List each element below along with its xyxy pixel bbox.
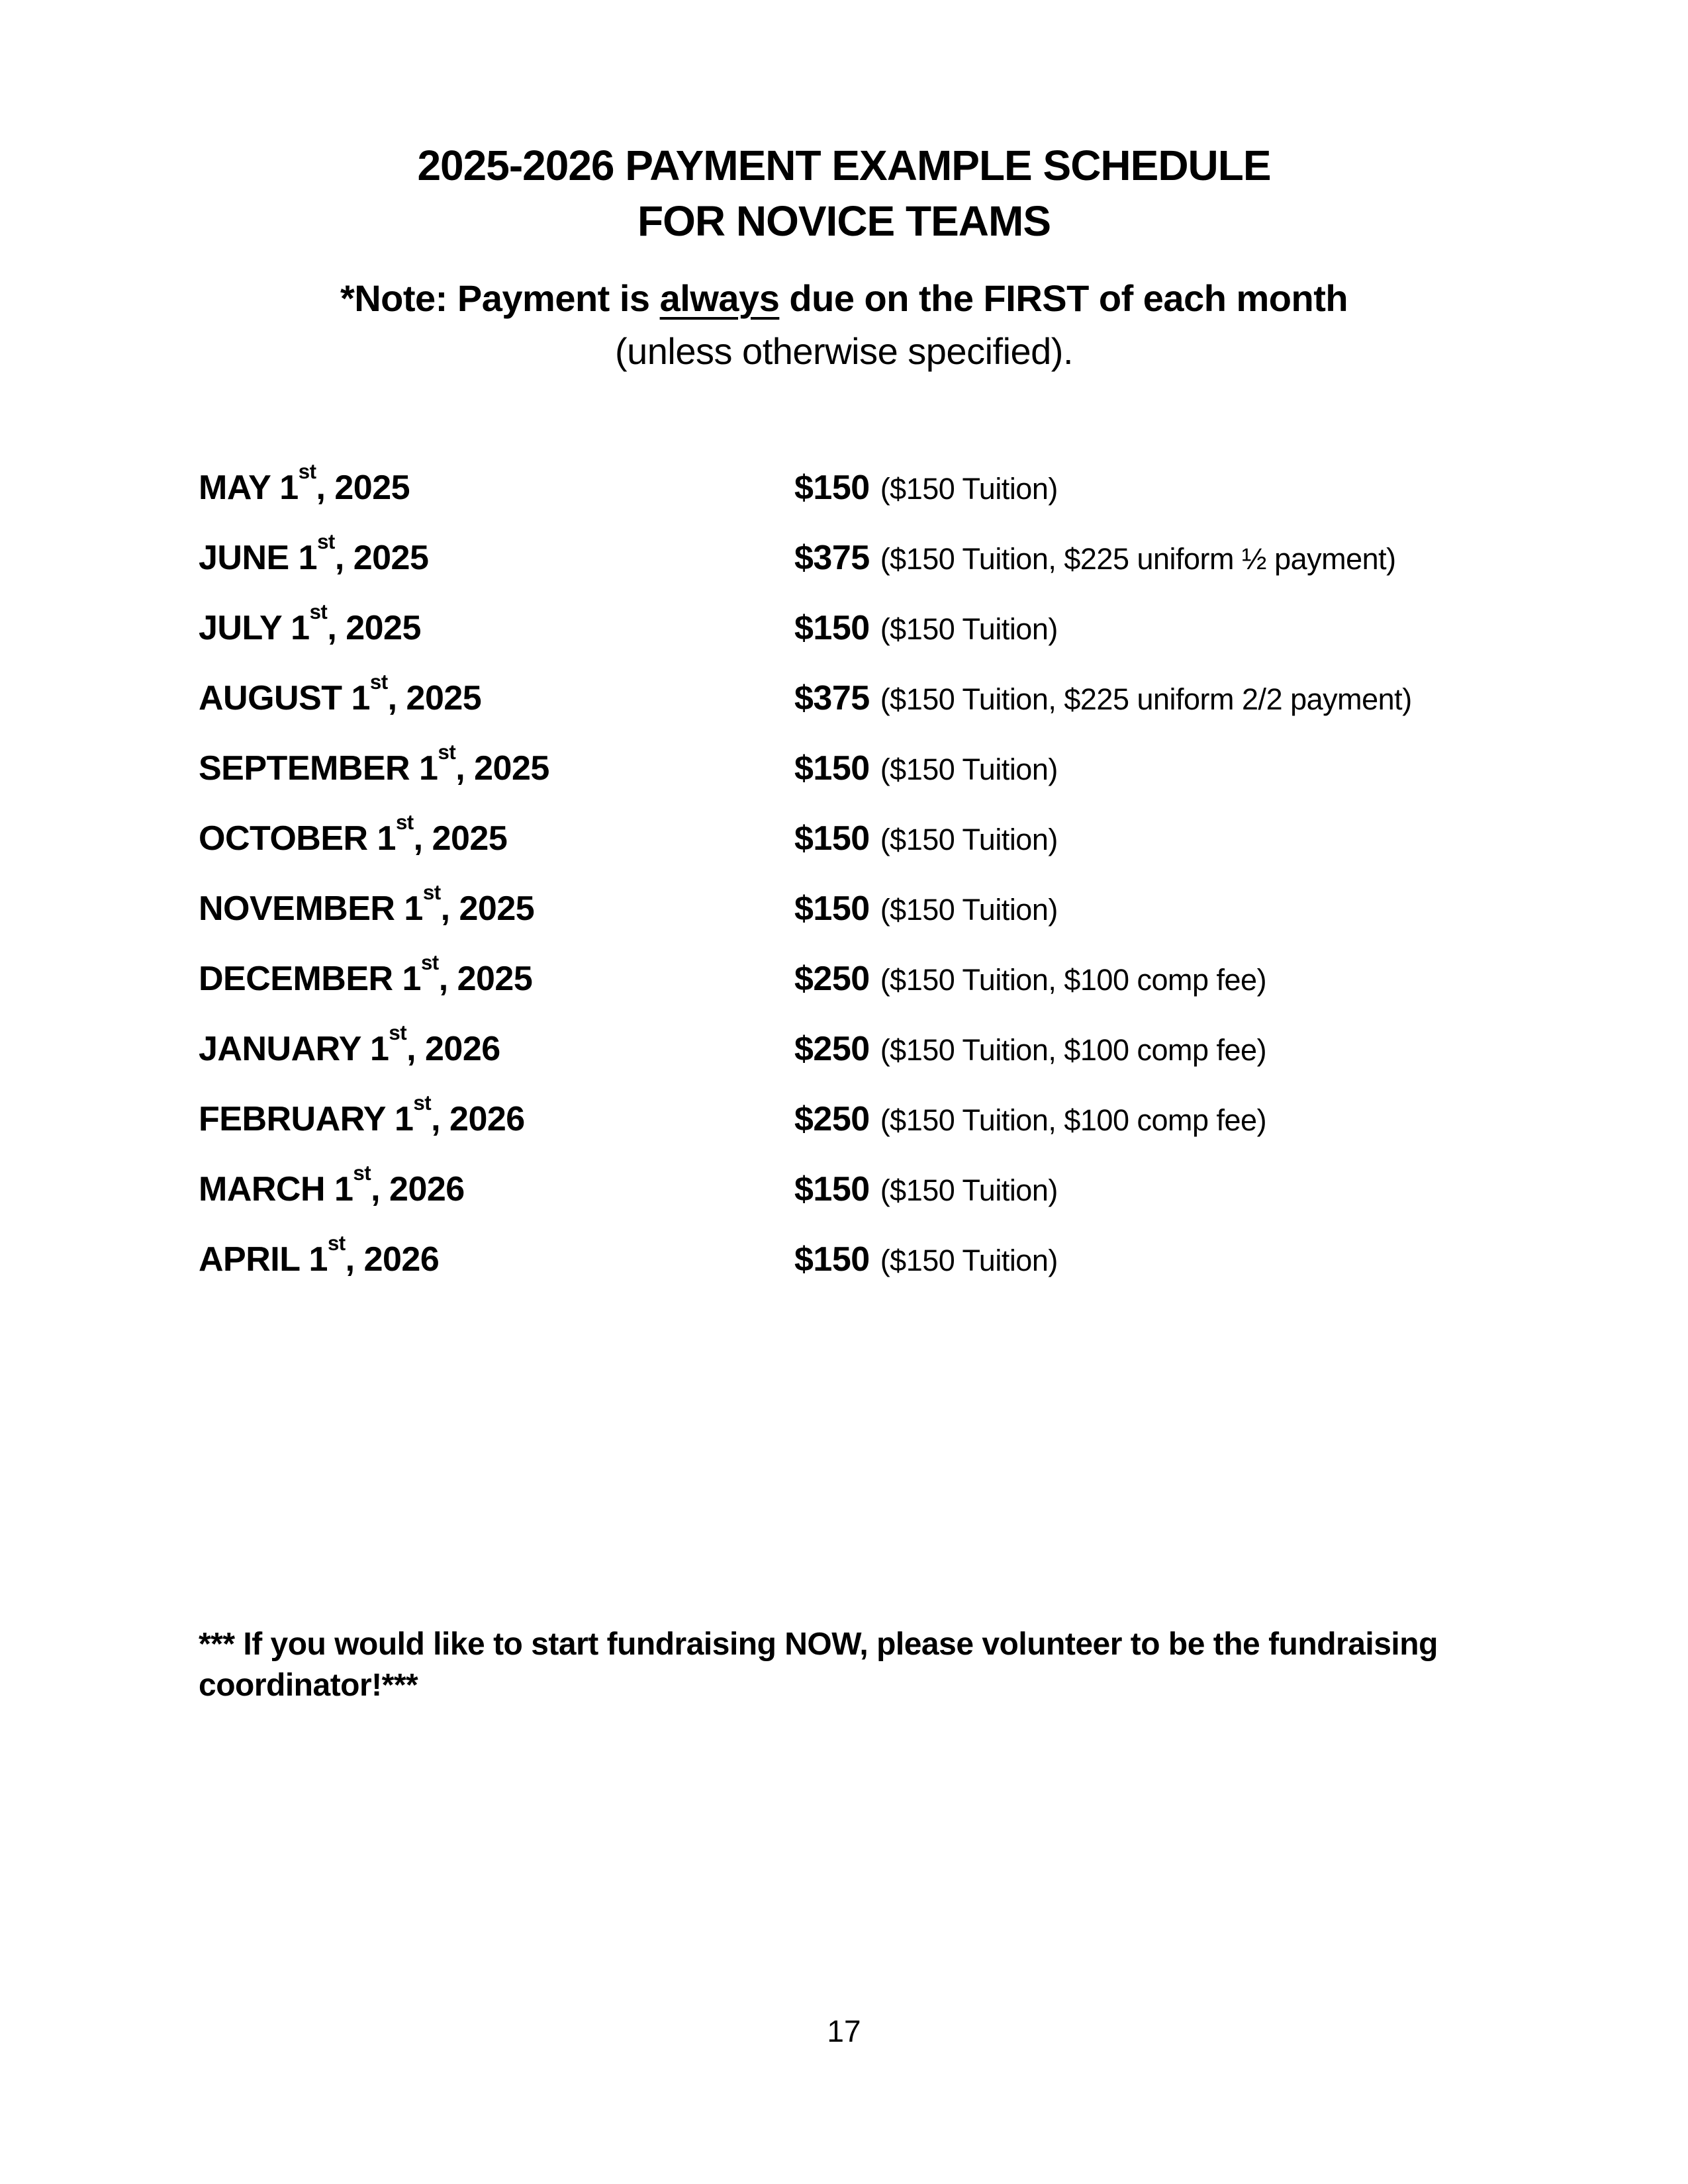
- amount-total: $150: [794, 749, 870, 788]
- date-ordinal: st: [389, 1021, 407, 1044]
- schedule-row: [199, 1161, 1489, 1236]
- title-line-2: FOR NOVICE TEAMS: [637, 197, 1051, 245]
- date-ordinal: st: [422, 880, 441, 904]
- note-line-1: [0, 272, 1688, 325]
- amount-detail: ($150 Tuition): [880, 893, 1058, 927]
- amount-detail: ($150 Tuition, $100 comp fee): [880, 963, 1267, 997]
- date-ordinal: st: [317, 529, 335, 553]
- fundraising-note: [199, 1624, 1489, 1706]
- date-ordinal: st: [369, 670, 388, 694]
- amount-total: $250: [794, 960, 870, 998]
- schedule-row: [199, 1021, 1489, 1096]
- date-ordinal: st: [395, 810, 414, 834]
- amount-total: $150: [794, 1170, 870, 1208]
- date-year: , 2026: [371, 1170, 465, 1208]
- payment-amount: [794, 1166, 1058, 1214]
- date-year: , 2025: [316, 469, 410, 507]
- schedule-row: [199, 950, 1489, 1026]
- payment-date: [199, 459, 794, 511]
- note-underlined-word: always: [659, 277, 780, 319]
- payment-date: [199, 529, 794, 581]
- amount-total: $375: [794, 679, 870, 717]
- amount-detail: ($150 Tuition): [880, 752, 1058, 786]
- amount-detail: ($150 Tuition, $225 uniform 2/2 payment): [880, 682, 1412, 716]
- amount-detail: ($150 Tuition): [880, 1244, 1058, 1277]
- date-ordinal: st: [413, 1091, 432, 1115]
- date-year: , 2025: [327, 609, 421, 647]
- amount-total: $150: [794, 609, 870, 647]
- payment-date: [199, 1231, 794, 1283]
- date-ordinal: st: [438, 740, 456, 764]
- date-year: , 2026: [406, 1030, 500, 1068]
- schedule-row: [199, 670, 1489, 745]
- note-suffix: due on the FIRST of each month: [779, 277, 1348, 319]
- schedule-row: [199, 810, 1489, 886]
- amount-detail: ($150 Tuition): [880, 612, 1058, 646]
- payment-schedule-list: [199, 459, 1489, 1306]
- date-month-day: NOVEMBER 1: [199, 889, 423, 928]
- note-line-2: (unless otherwise specified).: [614, 330, 1074, 372]
- payment-amount: [794, 1026, 1266, 1073]
- payment-note: [0, 272, 1688, 378]
- date-month-day: MARCH 1: [199, 1170, 353, 1208]
- page-title: [0, 138, 1688, 249]
- amount-total: $150: [794, 469, 870, 507]
- amount-detail: ($150 Tuition): [880, 823, 1058, 856]
- date-year: , 2025: [455, 749, 549, 788]
- payment-date: [199, 810, 794, 862]
- title-line-1: 2025-2026 PAYMENT EXAMPLE SCHEDULE: [417, 142, 1271, 189]
- schedule-row: [199, 529, 1489, 605]
- payment-date: [199, 1091, 794, 1142]
- date-year: , 2025: [334, 539, 429, 577]
- payment-amount: [794, 956, 1266, 1003]
- payment-amount: [794, 605, 1058, 653]
- date-year: , 2026: [431, 1100, 525, 1138]
- payment-amount: [794, 675, 1412, 723]
- date-ordinal: st: [298, 459, 316, 483]
- payment-amount: [794, 886, 1058, 933]
- payment-amount: [794, 535, 1396, 582]
- payment-date: [199, 950, 794, 1002]
- payment-date: [199, 880, 794, 932]
- date-month-day: SEPTEMBER 1: [199, 749, 438, 788]
- date-month-day: JANUARY 1: [199, 1030, 389, 1068]
- amount-total: $150: [794, 1240, 870, 1279]
- date-year: , 2026: [345, 1240, 440, 1279]
- fundraising-note-line-2: coordinator!***: [199, 1668, 418, 1703]
- amount-total: $150: [794, 819, 870, 858]
- amount-detail: ($150 Tuition): [880, 1173, 1058, 1207]
- date-ordinal: st: [420, 950, 439, 974]
- schedule-row: [199, 459, 1489, 535]
- amount-total: $250: [794, 1100, 870, 1138]
- date-month-day: DECEMBER 1: [199, 960, 421, 998]
- date-month-day: JULY 1: [199, 609, 310, 647]
- payment-amount: [794, 815, 1058, 863]
- payment-date: [199, 600, 794, 651]
- schedule-row: [199, 880, 1489, 956]
- payment-amount: [794, 1096, 1266, 1144]
- payment-date: [199, 1021, 794, 1072]
- page-number: 17: [827, 2014, 861, 2048]
- date-year: , 2025: [440, 889, 535, 928]
- payment-date: [199, 740, 794, 792]
- date-month-day: JUNE 1: [199, 539, 318, 577]
- date-ordinal: st: [309, 600, 328, 623]
- fundraising-note-line-1: *** If you would like to start fundraising NOW, please volunteer to be the fundraising: [199, 1627, 1438, 1662]
- date-month-day: APRIL 1: [199, 1240, 328, 1279]
- date-year: , 2025: [413, 819, 508, 858]
- date-ordinal: st: [327, 1231, 346, 1255]
- schedule-row: [199, 740, 1489, 815]
- payment-date: [199, 1161, 794, 1212]
- payment-date: [199, 670, 794, 721]
- amount-detail: ($150 Tuition, $100 comp fee): [880, 1033, 1267, 1067]
- payment-amount: [794, 1236, 1058, 1284]
- schedule-row: [199, 600, 1489, 675]
- payment-amount: [794, 465, 1058, 512]
- amount-detail: ($150 Tuition, $100 comp fee): [880, 1103, 1267, 1137]
- amount-detail: ($150 Tuition): [880, 472, 1058, 506]
- note-prefix: *Note: Payment is: [340, 277, 660, 319]
- amount-detail: ($150 Tuition, $225 uniform ½ payment): [880, 542, 1396, 576]
- schedule-row: [199, 1091, 1489, 1166]
- date-ordinal: st: [353, 1161, 371, 1185]
- date-month-day: OCTOBER 1: [199, 819, 396, 858]
- date-month-day: AUGUST 1: [199, 679, 370, 717]
- date-year: , 2025: [438, 960, 533, 998]
- schedule-row: [199, 1231, 1489, 1306]
- date-month-day: FEBRUARY 1: [199, 1100, 414, 1138]
- date-month-day: MAY 1: [199, 469, 299, 507]
- amount-total: $250: [794, 1030, 870, 1068]
- date-year: , 2025: [387, 679, 482, 717]
- amount-total: $375: [794, 539, 870, 577]
- amount-total: $150: [794, 889, 870, 928]
- payment-amount: [794, 745, 1058, 793]
